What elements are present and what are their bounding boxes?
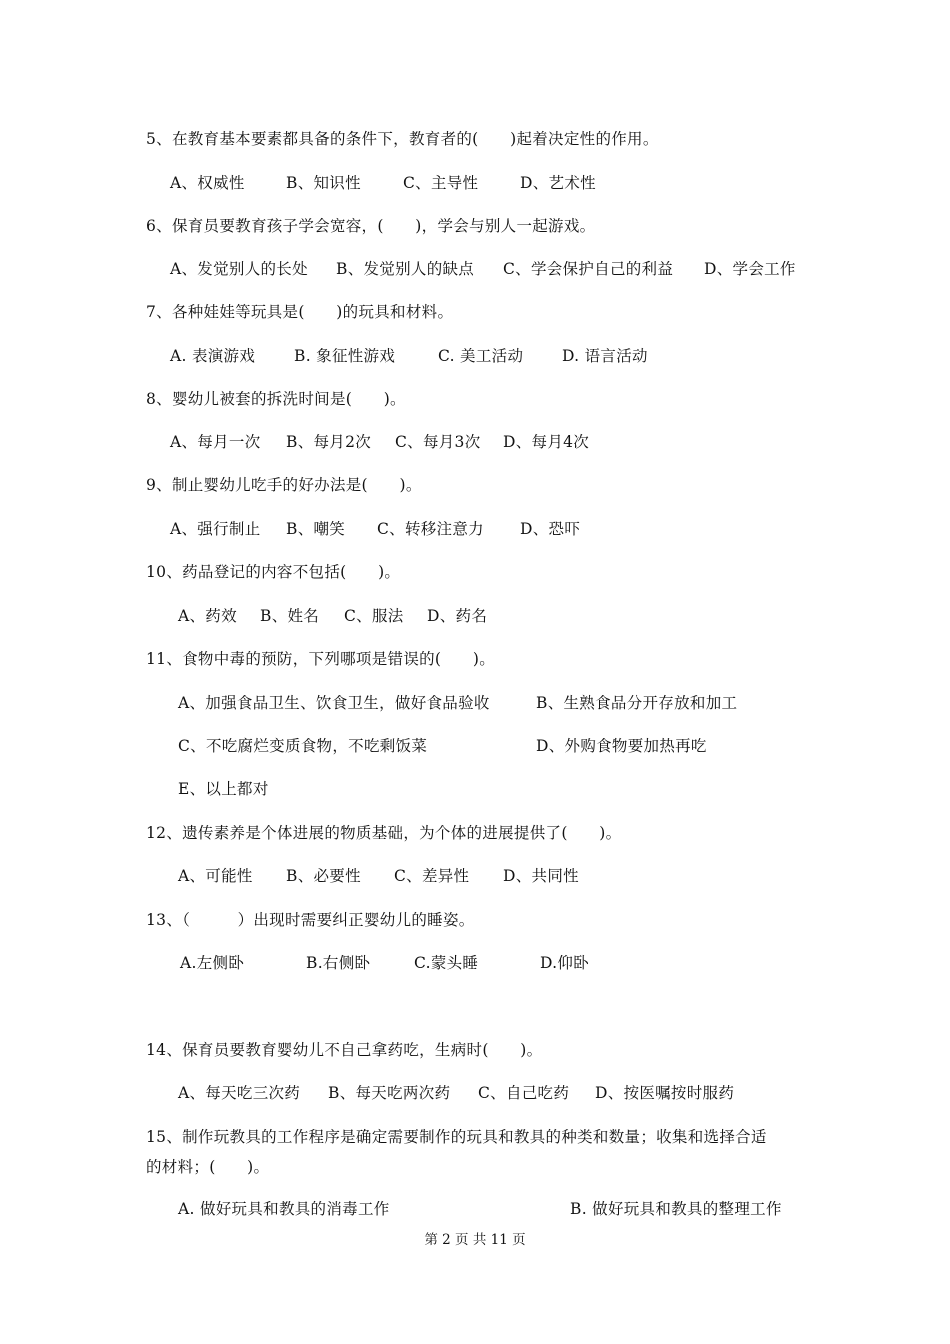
question-15-stem-continued: 的材料；( )。 [146,1158,270,1176]
option-d: D、艺术性 [520,174,596,192]
option-b: B、姓名 [260,607,320,625]
question-9-stem: 9、制止婴幼儿吃手的好办法是( )。 [146,476,422,494]
option-c: C、自己吃药 [478,1084,570,1102]
option-a: A、加强食品卫生、饮食卫生，做好食品验收 [178,694,490,712]
option-c: C、差异性 [394,867,470,885]
option-b: B、生熟食品分开存放和加工 [536,694,738,712]
option-a: A、可能性 [178,867,253,885]
option-d: D、药名 [427,607,488,625]
question-12-stem: 12、遗传素养是个体进展的物质基础，为个体的进展提供了( )。 [146,824,622,842]
question-11-stem: 11、食物中毒的预防，下列哪项是错误的( )。 [146,650,496,668]
option-a: A、每天吃三次药 [178,1084,301,1102]
option-b: B、嘲笑 [286,520,346,538]
question-8-stem: 8、婴幼儿被套的拆洗时间是( )。 [146,390,406,408]
option-b: B. 象征性游戏 [294,347,396,365]
option-d: D、学会工作 [704,260,796,278]
question-6-stem: 6、保育员要教育孩子学会宽容，( )，学会与别人一起游戏。 [146,217,596,235]
option-a: A、每月一次 [170,433,261,451]
option-d: D. 语言活动 [562,347,648,365]
option-b: B、知识性 [286,174,361,192]
option-b: B、必要性 [286,867,361,885]
option-c: C、学会保护自己的利益 [503,260,674,278]
option-d: D、恐吓 [520,520,581,538]
option-a: A. 表演游戏 [170,347,256,365]
option-c: C、转移注意力 [377,520,484,538]
option-a: A. 做好玩具和教具的消毒工作 [178,1200,390,1218]
question-7-stem: 7、各种娃娃等玩具是( )的玩具和材料。 [146,303,454,321]
option-c: C、服法 [344,607,404,625]
option-b: B. 做好玩具和教具的整理工作 [570,1200,782,1218]
option-e: E、以上都对 [178,780,269,798]
page-footer: 第 2 页 共 11 页 [424,1232,526,1248]
option-d: D、外购食物要加热再吃 [536,737,707,755]
option-c: C. 美工活动 [438,347,524,365]
question-5-stem: 5、在教育基本要素都具备的条件下，教育者的( )起着决定性的作用。 [146,130,659,148]
option-c: C、主导性 [403,174,479,192]
option-a: A、权威性 [170,174,245,192]
option-d: D、每月4次 [503,433,590,451]
option-a: A、发觉别人的长处 [170,260,308,278]
question-15-stem: 15、制作玩教具的工作程序是确定需要制作的玩具和教具的种类和数量；收集和选择合适 [146,1128,767,1146]
option-b: B、每天吃两次药 [328,1084,451,1102]
option-a: A、强行制止 [170,520,261,538]
option-c: C.蒙头睡 [414,954,479,972]
option-a: A.左侧卧 [180,954,245,972]
option-a: A、药效 [178,607,237,625]
option-c: C、不吃腐烂变质食物，不吃剩饭菜 [178,737,428,755]
option-b: B、每月2次 [286,433,372,451]
option-d: D、按医嘱按时服药 [595,1084,735,1102]
question-10-stem: 10、药品登记的内容不包括( )。 [146,563,401,581]
option-d: D、共同性 [503,867,579,885]
question-14-stem: 14、保育员要教育婴幼儿不自己拿药吃，生病时( )。 [146,1041,543,1059]
option-b: B、发觉别人的缺点 [336,260,475,278]
option-c: C、每月3次 [395,433,481,451]
question-13-stem: 13、（ ）出现时需要纠正婴幼儿的睡姿。 [146,911,475,929]
option-d: D.仰卧 [540,954,590,972]
option-b: B.右侧卧 [306,954,371,972]
